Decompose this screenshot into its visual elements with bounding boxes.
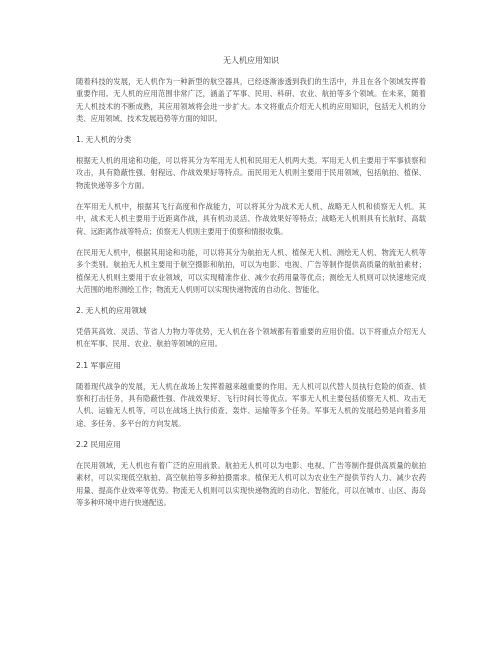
section-2-heading: 2. 无人机的应用领域 (76, 306, 147, 316)
section-1-heading: 1. 无人机的分类 (76, 135, 132, 145)
section-1-paragraph-1: 根据无人机的用途和功能，可以将其分为军用无人机和民用无人机两大类。军用无人机主要用于军事侦察和攻击，具有隐蔽性强、射程远、作战效果好等特点。而民用无人机则主要用于民用领域，包括航拍、植保、物流快递等多个方面。 (76, 156, 426, 190)
subsection-2-2-paragraph: 在民用领域，无人机也有着广泛的应用前景。航拍无人机可以为电影、电视、广告等制作提供高质量的航拍素材，可以实现低空航拍、高空航拍等多种拍摄需求。植保无人机可以为农业生产提供节约人力、减少农药用量、提高作业效率等优势。物流无人机则可以实现快递物流的自动化、智能化，可以在城市、山区、海岛等多种环境中进行快递配送。 (76, 460, 426, 507)
intro-paragraph: 随着科技的发展，无人机作为一种新型的航空器具，已经逐渐渗透到我们的生活中，并且在各个领域发挥着重要作用。无人机的应用范围非常广泛，涵盖了军事、民用、科研、农业、航拍等多个领域。在未来，随着无人机技术的不断成熟，其应用领域将会进一步扩大。本文将重点介绍无人机的应用知识，包括无人机的分类、应用领域、技术发展趋势等方面的知识。 (76, 77, 426, 123)
subsection-2-1-paragraph: 随着现代战争的发展，无人机在战场上发挥着越来越重要的作用。无人机可以代替人员执行危险的侦查、侦察和打击任务，具有隐蔽性强、作战效果好、飞行时间长等优点。军事无人机主要包括侦察无人机、攻击无人机、运输无人机等，可以在战场上执行侦查、轰炸、运输等多个任务。军事无人机的发展趋势是向着多用途、多任务、多平台的方向发展。 (76, 381, 426, 428)
section-1-paragraph-2: 在军用无人机中，根据其飞行高度和作战能力，可以将其分为战术无人机、战略无人机和侦察无人机。其中，战术无人机主要用于近距离作战，具有机动灵活、作战效果好等特点；战略无人机则具有长航时、高载荷、远距离作战等特点；侦察无人机则主要用于侦察和情报收集。 (76, 202, 426, 236)
subsection-2-1-heading: 2.1 军事应用 (76, 360, 121, 370)
document-title: 无人机应用知识 (223, 56, 279, 65)
section-2-paragraph-1: 凭借其高效、灵活、节省人力物力等优势，无人机在各个领域都有着重要的应用价值。以下将重点介绍无人机在军事、民用、农业、航拍等领域的应用。 (76, 327, 426, 349)
subsection-2-2-heading: 2.2 民用应用 (76, 439, 121, 449)
section-1-paragraph-3: 在民用无人机中，根据其用途和功能，可以将其分为航拍无人机、植保无人机、测绘无人机、物流无人机等多个类别。航拍无人机主要用于航空摄影和航拍，可以为电影、电视、广告等制作提供高质量的航拍素材；植保无人机则主要用于农业领域，可以实现精准作业、减少农药用量等优点；测绘无人机则可以快速地完成大范围的地形测绘工作；物流无人机则可以实现快递物流的自动化、智能化。 (76, 247, 426, 294)
